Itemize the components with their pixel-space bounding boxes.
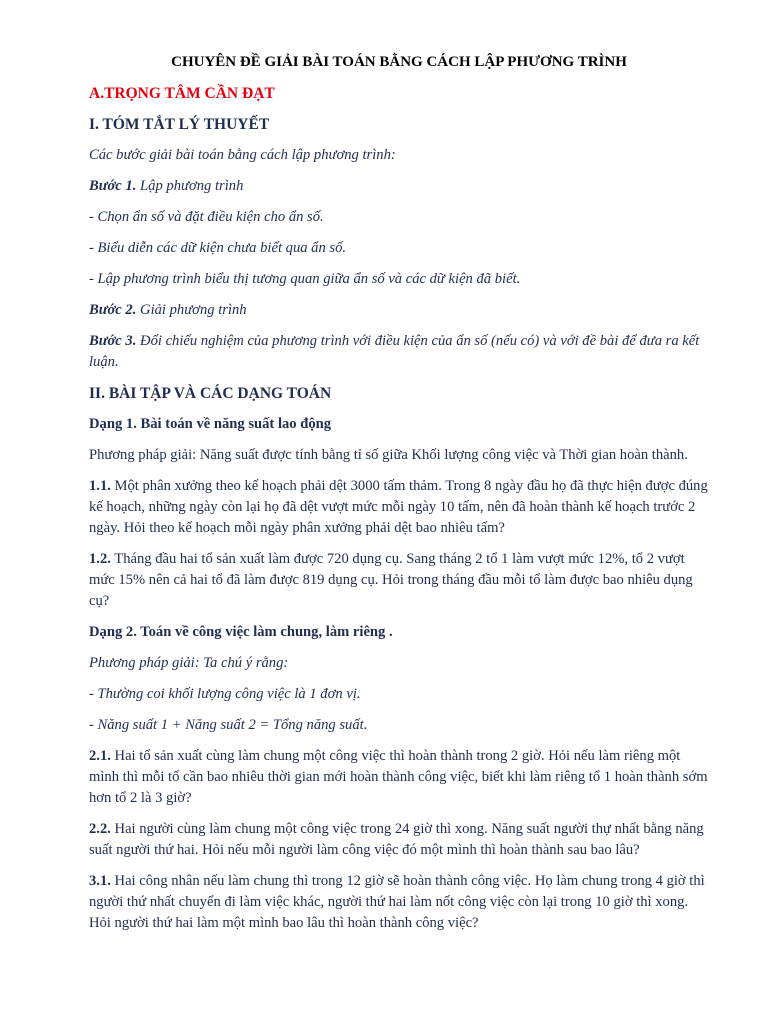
problem-1-1: [89, 476, 709, 539]
step-1-label: Bước 1.: [89, 178, 137, 194]
problem-2-2: [89, 819, 709, 861]
problem-3-1-number: 3.1.: [89, 873, 111, 889]
step-1-text: Lập phương trình: [136, 178, 244, 194]
step-3-text: Đối chiếu nghiệm của phương trình với điều kiện của ẩn số (nếu có) và với đề bài để đưa ra kết luận.: [89, 333, 700, 370]
problem-3-1-text: Hai công nhân nếu làm chung thì trong 12 giờ sẽ hoàn thành công việc. Họ làm chung trong 4 giờ thì người thứ nhất chuyển đi làm việc khác, người thứ hai làm nốt công việc còn lại trong 10 giờ thì xong. Hỏi người thứ hai làm một mình bao lâu thì hoàn thành công việc?: [89, 873, 705, 931]
step-3-label: Bước 3.: [89, 333, 137, 349]
dang-2-item-a: - Thường coi khối lượng công việc là 1 đơn vị.: [89, 686, 361, 702]
problem-2-1-text: Hai tổ sản xuất cùng làm chung một công việc thì hoàn thành trong 2 giờ. Hỏi nếu làm riêng một mình thì mỗi tổ cần bao nhiêu thời gian mới hoàn thành công việc, biết khi làm riêng tổ 1 hoàn thành sớm hơn tổ 2 là 3 giờ?: [89, 748, 708, 806]
problem-2-1: [89, 746, 709, 809]
problem-1-1-text: Một phân xưởng theo kế hoạch phải dệt 3000 tấm thảm. Trong 8 ngày đầu họ đã thực hiện được đúng kế hoạch, những ngày còn lại họ đã dệt vượt mức mỗi ngày 10 tấm, nên đã hoàn thành kế hoạch trước 2 ngày. Hỏi theo kế hoạch mỗi ngày phân xưởng phải dệt bao nhiêu tấm?: [89, 478, 708, 536]
dang-2-method: Phương pháp giải: Ta chú ý rằng:: [89, 655, 289, 671]
section-2-heading: II. BÀI TẬP VÀ CÁC DẠNG TOÁN: [89, 385, 332, 402]
dang-1-method: Phương pháp giải: Năng suất được tính bằng tỉ số giữa Khối lượng công việc và Thời gian hoàn thành.: [89, 447, 688, 463]
problem-1-2: [89, 549, 709, 612]
problem-2-1-number: 2.1.: [89, 748, 111, 764]
dang-2-item-b: - Năng suất 1 + Năng suất 2 = Tổng năng suất.: [89, 717, 368, 733]
step-1-item-b: - Biểu diễn các dữ kiện chưa biết qua ẩn số.: [89, 240, 347, 256]
dang-2-title: Dạng 2. Toán về công việc làm chung, làm riêng .: [89, 624, 393, 640]
dang-1-title: Dạng 1. Bài toán về năng suất lao động: [89, 416, 332, 432]
document-page: [89, 52, 709, 944]
step-3: [89, 331, 709, 373]
problem-2-2-number: 2.2.: [89, 821, 111, 837]
problem-2-2-text: Hai người cùng làm chung một công việc trong 24 giờ thì xong. Năng suất người thự nhất bằng năng suất người thứ hai. Hỏi nếu mỗi người làm công việc đó một mình thì hoàn thành sau bao lâu?: [89, 821, 704, 858]
problem-1-2-text: Tháng đầu hai tổ sản xuất làm được 720 dụng cụ. Sang tháng 2 tổ 1 làm vượt mức 12%, tổ 2 vượt mức 15% nên cả hai tổ đã làm được 819 dụng cụ. Hỏi trong tháng đầu mỗi tổ làm được bao nhiêu dụng cụ?: [89, 551, 693, 609]
problem-3-1: [89, 871, 709, 934]
document-title: CHUYÊN ĐỀ GIẢI BÀI TOÁN BẰNG CÁCH LẬP PHƯƠNG TRÌNH: [171, 54, 627, 70]
problem-1-2-number: 1.2.: [89, 551, 111, 567]
section-1-heading: I. TÓM TẮT LÝ THUYẾT: [89, 116, 270, 133]
step-2-label: Bước 2.: [89, 302, 137, 318]
step-1: [89, 176, 709, 197]
step-1-item-c: - Lập phương trình biểu thị tương quan giữa ẩn số và các dữ kiện đã biết.: [89, 271, 521, 287]
step-1-item-a: - Chọn ẩn số và đặt điều kiện cho ẩn số.: [89, 209, 324, 225]
step-2: [89, 300, 709, 321]
section-a-heading: A.TRỌNG TÂM CẦN ĐẠT: [89, 85, 275, 102]
step-2-text: Giải phương trình: [136, 302, 247, 318]
problem-1-1-number: 1.1.: [89, 478, 111, 494]
intro-text: Các bước giải bài toán bằng cách lập phương trình:: [89, 147, 396, 163]
